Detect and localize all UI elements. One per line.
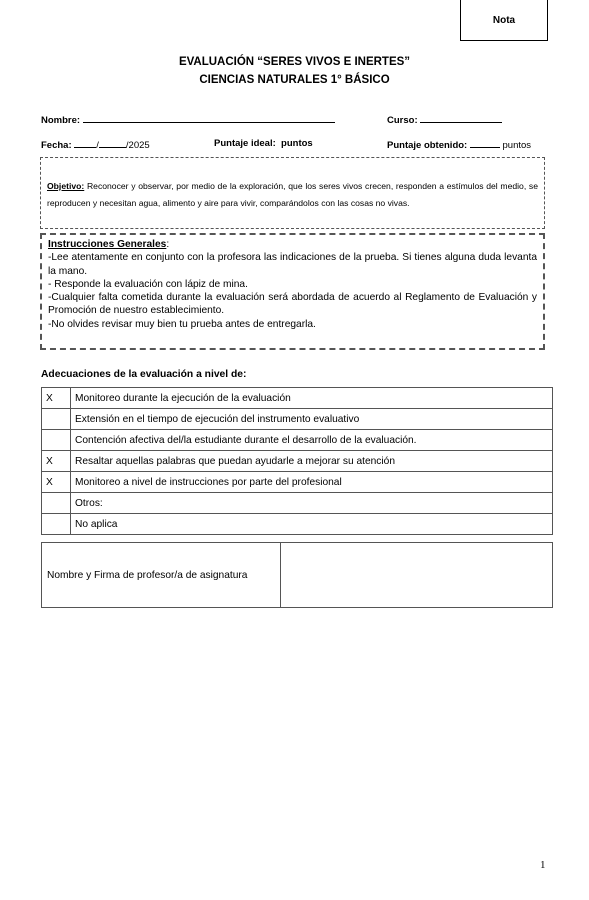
table-row	[42, 493, 553, 514]
row-text: Monitoreo durante la ejecución de la evaluación	[71, 388, 553, 409]
objetivo-label: Objetivo:	[47, 181, 85, 191]
instruccion-item: -Cualquier falta cometida durante la evaluación será abordada de acuerdo al Reglamento de Evaluación y Promoción de nuestro establecimiento.	[48, 292, 537, 317]
puntaje-obtenido-line[interactable]	[470, 138, 500, 148]
puntaje-ideal-field	[214, 138, 313, 149]
nota-box	[460, 0, 548, 41]
row-text: No aplica	[71, 514, 553, 535]
table-row	[42, 543, 553, 608]
firma-table	[41, 542, 553, 608]
fecha-day-line[interactable]	[74, 138, 96, 148]
instrucciones-heading: Instrucciones Generales	[48, 239, 167, 250]
row-mark[interactable]: X	[42, 388, 71, 409]
instruccion-item: - Responde la evaluación con lápiz de mina.	[48, 278, 248, 290]
fecha-separator: /	[96, 140, 99, 151]
table-row	[42, 514, 553, 535]
curso-line[interactable]	[420, 113, 502, 123]
nombre-label: Nombre:	[41, 115, 81, 126]
puntaje-obtenido-label: Puntaje obtenido:	[387, 140, 468, 151]
curso-label: Curso:	[387, 115, 418, 126]
row-mark[interactable]	[42, 514, 71, 535]
fecha-label: Fecha:	[41, 140, 72, 151]
fecha-year: /2025	[125, 140, 150, 151]
row-text: Contención afectiva del/la estudiante durante el desarrollo de la evaluación.	[71, 430, 553, 451]
instrucciones-colon: :	[166, 239, 170, 250]
page-number: 1	[540, 859, 546, 871]
puntaje-ideal-label: Puntaje ideal:	[214, 138, 276, 149]
nombre-field[interactable]	[41, 113, 335, 126]
row-text: Monitoreo a nivel de instrucciones por parte del profesional	[71, 472, 553, 493]
instrucciones-heading-row	[48, 238, 537, 251]
adecuaciones-table	[41, 387, 553, 535]
puntaje-obtenido-field[interactable]	[387, 138, 531, 151]
nombre-line[interactable]	[83, 113, 335, 123]
instrucciones-box	[40, 233, 545, 350]
instruccion-item: -Lee atentamente en conjunto con la profesora las indicaciones de la prueba. Si tienes alguna duda levanta la mano.	[48, 252, 537, 277]
table-row	[42, 409, 553, 430]
puntaje-obtenido-unit: puntos	[502, 140, 532, 151]
adecuaciones-title: Adecuaciones de la evaluación a nivel de:	[41, 369, 247, 380]
row-mark[interactable]	[42, 409, 71, 430]
instruccion-item: -No olvides revisar muy bien tu prueba antes de entregarla.	[48, 318, 316, 330]
row-text: Extensión en el tiempo de ejecución del instrumento evaluativo	[71, 409, 553, 430]
firma-field[interactable]	[281, 543, 553, 608]
fecha-month-line[interactable]	[99, 138, 126, 148]
table-row	[42, 430, 553, 451]
document-title: EVALUACIÓN “SERES VIVOS E INERTES”	[178, 56, 411, 68]
curso-field[interactable]	[387, 113, 502, 126]
row-mark[interactable]	[42, 430, 71, 451]
fecha-field[interactable]	[41, 138, 150, 151]
row-mark[interactable]	[42, 493, 71, 514]
table-row	[42, 451, 553, 472]
firma-label: Nombre y Firma de profesor/a de asignatura	[42, 543, 281, 608]
objetivo-text: Reconocer y observar, por medio de la exploración, que los seres vivos crecen, responden a estímulos del medio, se reproducen y necesitan agua, alimento y aire para vivir, comparándolos con las cosas no vivas.	[47, 181, 539, 208]
table-row	[42, 472, 553, 493]
row-mark[interactable]: X	[42, 451, 71, 472]
table-row	[42, 388, 553, 409]
nota-label: Nota	[492, 14, 516, 26]
row-text: Otros:	[71, 493, 553, 514]
document-subtitle: CIENCIAS NATURALES 1° BÁSICO	[199, 74, 390, 86]
objetivo-box	[40, 157, 545, 229]
puntaje-ideal-unit: puntos	[281, 138, 313, 149]
row-mark[interactable]: X	[42, 472, 71, 493]
row-text: Resaltar aquellas palabras que puedan ayudarle a mejorar su atención	[71, 451, 553, 472]
